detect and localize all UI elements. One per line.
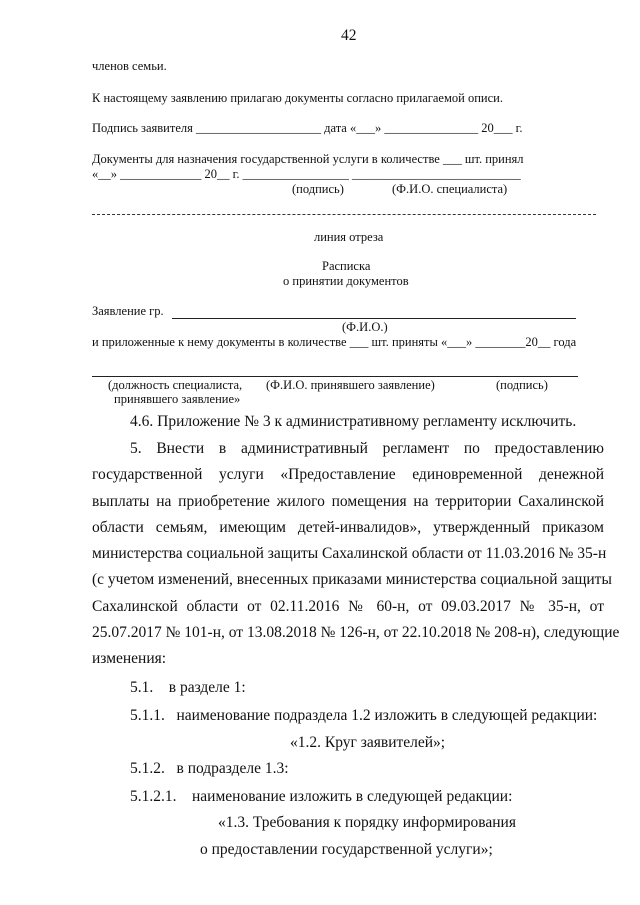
paragraph-5-line: 25.07.2017 № 101-н, от 13.08.2018 № 126-н, от 22.10.2018 № 208-н), следующие: [92, 624, 620, 641]
subsection-5-1-2-1: 5.1.2.1. наименование изложить в следующей редакции:: [130, 788, 513, 805]
receipt-title: Расписка: [322, 259, 371, 273]
received-date-line: «__» _____________ 20__ г. _________________ ___________________________: [92, 167, 521, 181]
accepter-signature-caption: (подпись): [496, 378, 548, 392]
applicant-signature-line: Подпись заявителя ____________________ дата «___» _______________ 20___ г.: [92, 121, 523, 135]
paragraph-5-line: выплаты на приобретение жилого помещения на территории Сахалинской: [92, 493, 604, 510]
attachment-statement: К настоящему заявлению прилагаю документы согласно прилагаемой описи.: [92, 91, 503, 105]
accepter-fio-caption: (Ф.И.О. принявшего заявление): [266, 378, 435, 392]
paragraph-5-line: (с учетом изменений, внесенных приказами министерства социальной защиты: [92, 571, 612, 588]
paragraph-5-line: Сахалинской области от 02.11.2016 № 60-н, от 09.03.2017 № 35-н, от: [92, 598, 604, 615]
receipt-subtitle: о принятии документов: [283, 274, 409, 288]
paragraph-4-6: 4.6. Приложение № 3 к административному регламенту исключить.: [130, 413, 577, 430]
quote-1-3-line-1: «1.3. Требования к порядку информирования: [218, 814, 516, 831]
subsection-5-1-2: 5.1.2. в подразделе 1.3:: [130, 760, 289, 777]
position-caption-2: принявшего заявление»: [114, 392, 241, 406]
signature-caption: (подпись): [292, 182, 344, 196]
documents-received-line: Документы для назначения государственной услуги в количестве ___ шт. принял: [92, 152, 524, 166]
cut-line: [92, 214, 596, 215]
fio-caption: (Ф.И.О.): [342, 320, 388, 334]
family-members-line: членов семьи.: [92, 59, 167, 73]
specialist-fio-caption: (Ф.И.О. специалиста): [392, 182, 508, 196]
paragraph-5-line: государственной услуги «Предоставление единовременной денежной: [92, 466, 604, 483]
page-number: 42: [341, 27, 357, 44]
cut-line-label: линия отреза: [314, 230, 384, 244]
paragraph-5-line: министерства социальной защиты Сахалинской области от 11.03.2016 № 35-н: [92, 545, 607, 562]
subsection-5-1-1: 5.1.1. наименование подраздела 1.2 изложить в следующей редакции:: [130, 707, 598, 724]
signature-row-line: [92, 376, 578, 377]
applicant-label: Заявление гр.: [92, 304, 164, 318]
applicant-name-line: [172, 318, 576, 319]
position-caption: (должность специалиста,: [108, 378, 243, 392]
paragraph-5-end: изменения:: [92, 650, 167, 667]
attached-documents-line: и приложенные к нему документы в количестве ___ шт. приняты «___» ________20__ года: [92, 335, 577, 349]
subsection-5-1: 5.1. в разделе 1:: [130, 679, 246, 696]
paragraph-5-line: области семьям, имеющим детей-инвалидов», утвержденный приказом: [92, 519, 604, 536]
quote-1-2: «1.2. Круг заявителей»;: [290, 734, 446, 751]
quote-1-3-line-2: о предоставлении государственной услуги»;: [200, 841, 493, 858]
paragraph-5-line: 5. Внести в административный регламент по предоставлению: [130, 440, 604, 457]
